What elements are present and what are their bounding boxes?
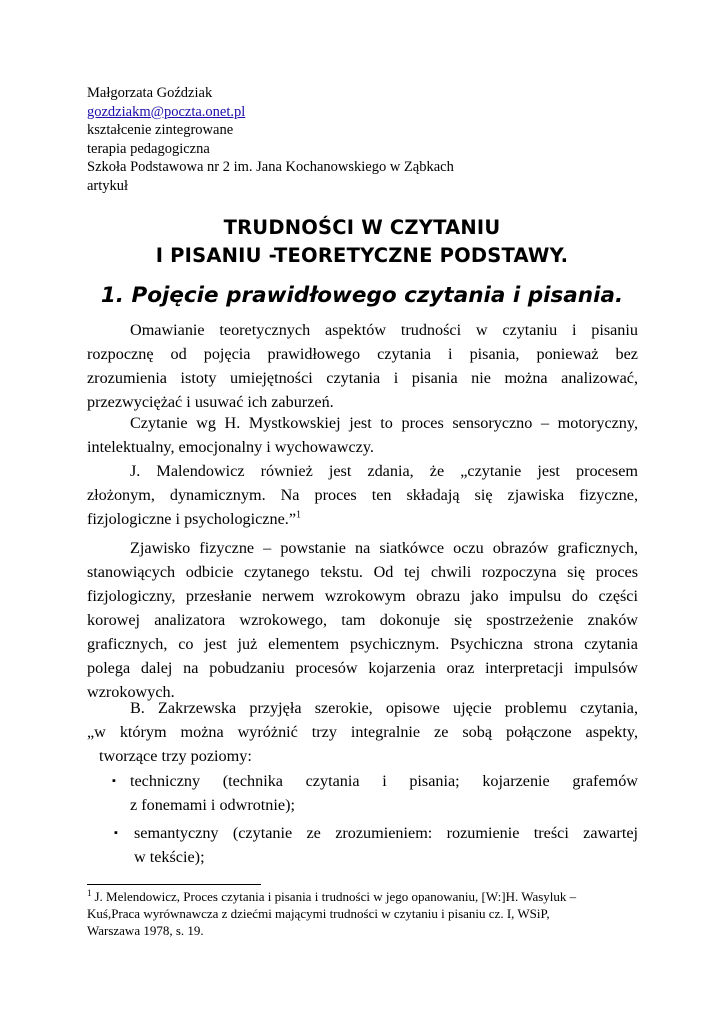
footnote-line: Warszawa 1978, s. 19. <box>87 923 204 938</box>
paragraph-1 <box>87 318 638 414</box>
footnote-divider <box>87 884 261 885</box>
school-name: Szkoła Podstawowa nr 2 im. Jana Kochanowskiego w Ząbkach <box>87 159 454 176</box>
author-name: Małgorzata Goździak <box>87 85 213 101</box>
paragraph-line: Zjawisko fizyczne – powstanie na siatkówce oczu obrazów graficznych, <box>130 539 638 557</box>
paragraph-line: B. Zakrzewska przyjęła szerokie, opisowe ujęcie problemu czytania, <box>130 699 638 717</box>
footnote-line <box>87 888 638 905</box>
paragraph-4 <box>87 536 638 704</box>
bullet-line: techniczny (technika czytania i pisania; kojarzenie grafemów <box>130 772 638 790</box>
author-header <box>87 84 454 196</box>
footnote <box>87 888 638 939</box>
paragraph-line: fizjologiczny, przesłanie nerwem wzrokowym obrazu jako impulsu do części <box>87 587 638 605</box>
document-type: artykuł <box>87 177 129 194</box>
paragraph-line: Omawianie teoretycznych aspektów trudności w czytaniu i pisaniu <box>130 321 638 339</box>
paragraph-line: tworzące trzy poziomy: <box>99 747 252 765</box>
square-bullet-icon: ▪ <box>114 827 118 839</box>
paragraph-line-text: fizjologiczne i psychologiczne.” <box>87 510 297 528</box>
author-email-link[interactable]: gozdziakm@poczta.onet.pl <box>87 103 246 120</box>
paragraph-line: „w którym można wyróżnić trzy integralnie ze sobą połączone aspekty, <box>87 723 638 741</box>
footnote-line-text: J. Melendowicz, Proces czytania i pisania i trudności w jego opanowaniu, [W:]H. Wasyluk – <box>94 889 577 904</box>
square-bullet-icon: ▪ <box>112 775 116 787</box>
paragraph-line: korowej analizatora wzrokowego, tam dokonuje się spostrzeżenie znaków <box>87 611 638 629</box>
paragraph-3 <box>87 459 638 531</box>
paragraph-line: złożonym, dynamicznym. Na proces ten składają się zjawiska fizyczne, <box>87 486 638 504</box>
bullet-line: z fonemami i odwrotnie); <box>130 796 295 814</box>
bullet-text <box>124 821 638 869</box>
footnote-line: Kuś,Praca wyrównawcza z dziećmi mającymi trudności w czytaniu i pisaniu cz. I, WSiP, <box>87 906 550 921</box>
qualification-1: kształcenie zintegrowane <box>87 122 234 139</box>
bullet-line: w tekście); <box>134 848 205 866</box>
paragraph-line: intelektualny, emocjonalny i wychowawczy. <box>87 438 374 456</box>
paragraph-line <box>87 507 638 531</box>
qualification-2: terapia pedagogiczna <box>87 140 210 157</box>
footnote-reference[interactable]: 1 <box>296 509 302 521</box>
paragraph-line: wzrokowych. <box>87 683 175 701</box>
paragraph-5 <box>87 696 638 768</box>
paragraph-line: J. Malendowicz również jest zdania, że „czytanie jest procesem <box>130 462 638 480</box>
paragraph-2 <box>87 411 638 459</box>
paragraph-line: przezwyciężać i usuwać ich zaburzeń. <box>87 393 334 411</box>
bullet-line: semantyczny (czytanie ze zrozumieniem: rozumienie treści zawartej <box>134 824 638 842</box>
paragraph-line: graficznych, co jest już elementem psychicznym. Psychiczna strona czytania <box>87 635 638 653</box>
section-heading: 1. Pojęcie prawidłowego czytania i pisania. <box>100 283 624 308</box>
paragraph-line: stanowiących odbicie czytanego tekstu. Od tej chwili rozpoczyna się proces <box>87 563 638 581</box>
title-line-2: I PISANIU -TEORETYCZNE PODSTAWY. <box>155 244 569 267</box>
paragraph-line: Czytanie wg H. Mystkowskiej jest to proces sensoryczno – motoryczny, <box>130 414 638 432</box>
footnote-number: 1 <box>87 887 92 898</box>
paragraph-line: zrozumienia istoty umiejętności czytania i pisania nie można analizować, <box>87 369 638 387</box>
paragraph-line: polega dalej na pobudzaniu procesów kojarzenia oraz interpretacji impulsów <box>87 659 638 677</box>
paragraph-line: rozpocznę od pojęcia prawidłowego czytania i pisania, ponieważ bez <box>87 345 638 363</box>
bullet-text <box>130 769 638 817</box>
title-line-1: TRUDNOŚCI W CZYTANIU <box>223 216 501 239</box>
